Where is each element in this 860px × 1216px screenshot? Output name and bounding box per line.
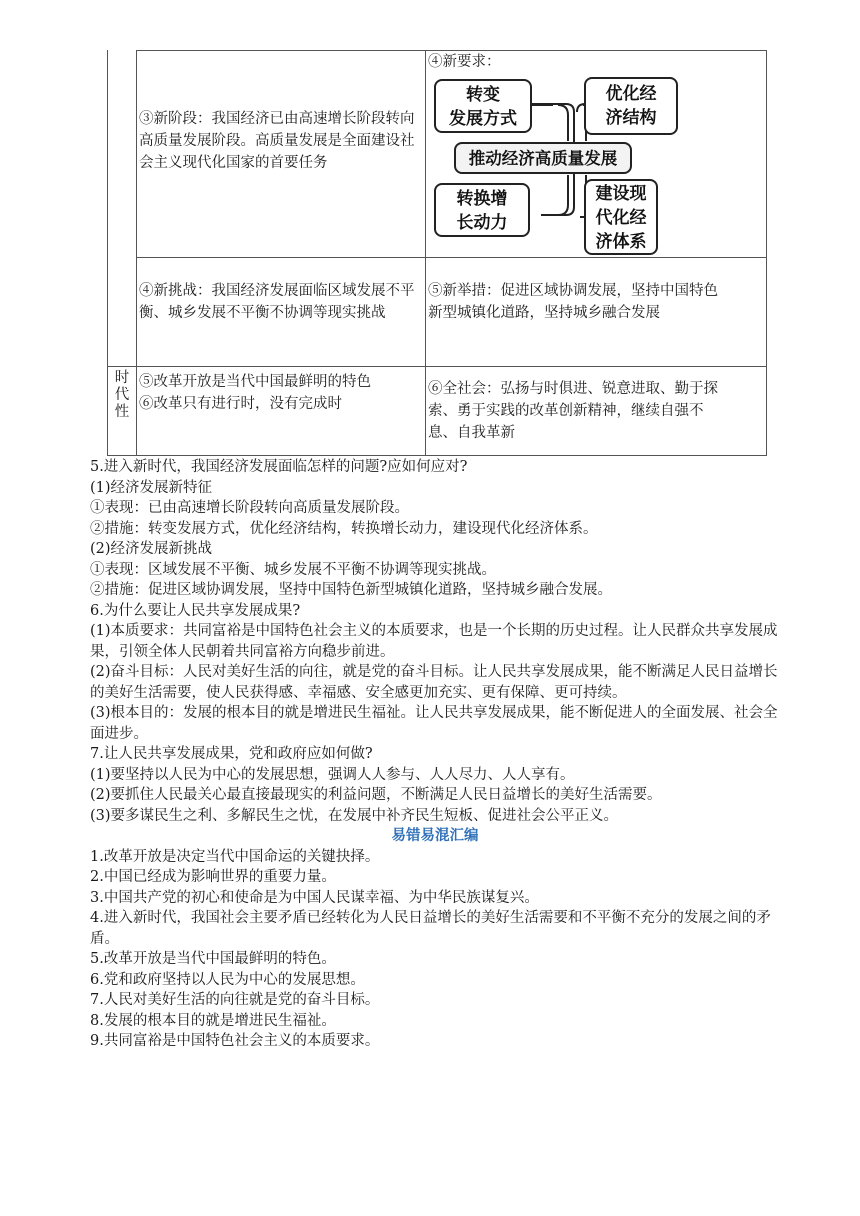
question-6: 6.为什么要让人民共享发展成果? [90, 602, 301, 619]
table-border-bottom [107, 455, 767, 456]
era-feature-1: ⑤改革开放是当代中国最鲜明的特色 [139, 374, 371, 390]
summary-item: 2.中国已经成为影响世界的重要力量。 [90, 869, 336, 885]
diagram-box-transform-development-mode [434, 79, 532, 133]
diagram-box-text: 转换增 [456, 189, 508, 209]
challenge-measures: ②措施：促进区域协调发展，坚持中国特色新型城镇化道路，坚持城乡融合发展。 [90, 582, 612, 598]
summary-item: 8.发展的根本目的就是增进民生福祉。 [90, 1012, 336, 1029]
body-text [90, 457, 780, 1052]
diagram-box-text: 济体系 [595, 232, 647, 252]
table-border-col2 [425, 50, 426, 456]
diagram-box-text: 济结构 [605, 108, 657, 128]
section-title: 易错易混汇编 [391, 828, 479, 844]
feature-performance: ①表现：已由高速增长阶段转向高质量发展阶段。 [90, 500, 409, 516]
answer-7-2: (2)要抓住人民最关心最直接最现实的利益问题，不断满足人民日益增长的美好生活需要。 [90, 787, 662, 803]
table-cell-new-measures: ⑤新举措：促进区域协调发展，坚持中国特色新型城镇化道路，坚持城乡融合发展 [428, 283, 718, 321]
answer-7-1: (1)要坚持以人民为中心的发展思想，强调人人参与、人人尽力、人人享有。 [90, 766, 575, 783]
table-cell-new-requirement-label: ④新要求： [428, 54, 501, 70]
diagram-box-optimize-economic-structure [584, 77, 678, 135]
table-cell-whole-society: ⑥全社会：弘扬与时俱进、锐意进取、勤于探索、勇于实践的改革创新精神，继续自强不息、自我革新 [428, 381, 718, 441]
summary-item: 5.改革开放是当代中国最鲜明的特色。 [90, 951, 336, 967]
era-feature-2: ⑥改革只有进行时，没有完成时 [139, 396, 342, 412]
table-cell-era-features [139, 371, 424, 415]
subheading-new-challenges: (2)经济发展新挑战 [90, 541, 213, 557]
diagram-box-text: 长动力 [456, 213, 508, 233]
summary-item: 4.进入新时代，我国社会主要矛盾已经转化为人民日益增长的美好生活需要和不平衡不充分的发展之间的矛盾。 [90, 910, 771, 947]
challenge-performance: ①表现：区域发展不平衡、城乡发展不平衡不协调等现实挑战。 [90, 561, 496, 578]
answer-7-3: (3)要多谋民生之利、多解民生之忧，在发展中补齐民生短板、促进社会公平正义。 [90, 807, 619, 824]
table-border-row2 [107, 366, 767, 367]
diagram-box-text: 代化经 [595, 208, 647, 228]
diagram-box-text: 建设现 [595, 184, 647, 204]
answer-6-3: (3)根本目的：发展的根本目的就是增进民生福祉。让人民共享发展成果，能不断促进人的全面发展、社会全面进步。 [90, 705, 778, 742]
diagram-box-text: 发展方式 [449, 109, 517, 129]
summary-item: 1.改革开放是决定当代中国命运的关键抉择。 [90, 848, 380, 865]
question-7: 7.让人民共享发展成果，党和政府应如何做? [90, 746, 373, 762]
table-border-right [766, 50, 767, 456]
row-head-text: 时代性 [114, 370, 130, 420]
answer-6-1: (1)本质要求：共同富裕是中国特色社会主义的本质要求，也是一个长期的历史过程。让人民群众共享发展成果，引领全体人民朝着共同富裕方向稳步前进。 [90, 623, 778, 660]
diagram-box-text: 优化经 [605, 84, 657, 104]
summary-item: 6.党和政府坚持以人民为中心的发展思想。 [90, 971, 365, 988]
economic-development-diagram [428, 75, 766, 255]
summary-item: 3.中国共产党的初心和使命是为中国人民谋幸福、为中华民族谋复兴。 [90, 889, 539, 906]
diagram-box-text: 转变 [466, 85, 500, 105]
feature-measures: ②措施：转变发展方式，优化经济结构，转换增长动力，建设现代化经济体系。 [90, 520, 598, 537]
summary-item: 7.人民对美好生活的向往就是党的奋斗目标。 [90, 992, 380, 1008]
answer-6-2: (2)奋斗目标：人民对美好生活的向往，就是党的奋斗目标。让人民共享发展成果，能不断满足人民日益增长的美好生活需要，使人民获得感、幸福感、安全感更加充实、更有保障、更可持续。 [90, 664, 778, 701]
subheading-new-features: (1)经济发展新特征 [90, 479, 213, 496]
table-border-row1 [136, 257, 767, 258]
diagram-box-build-modern-economy [584, 179, 658, 255]
diagram-box-switch-growth-drivers [434, 183, 530, 237]
table-row-head-era [108, 370, 136, 421]
table-cell-new-stage: ③新阶段：我国经济已由高速增长阶段转向高质量发展阶段。高质量发展是全面建设社会主义现代化国家的首要任务 [139, 111, 415, 171]
diagram-box-center: 推动经济高质量发展 [454, 142, 632, 174]
table-cell-new-challenge: ④新挑战：我国经济发展面临区域发展不平衡、城乡发展不平衡不协调等现实挑战 [139, 283, 415, 321]
summary-item: 9.共同富裕是中国特色社会主义的本质要求。 [90, 1033, 380, 1049]
table-border-col1 [136, 50, 137, 456]
question-5: 5.进入新时代，我国经济发展面临怎样的问题?应如何应对? [90, 459, 468, 475]
